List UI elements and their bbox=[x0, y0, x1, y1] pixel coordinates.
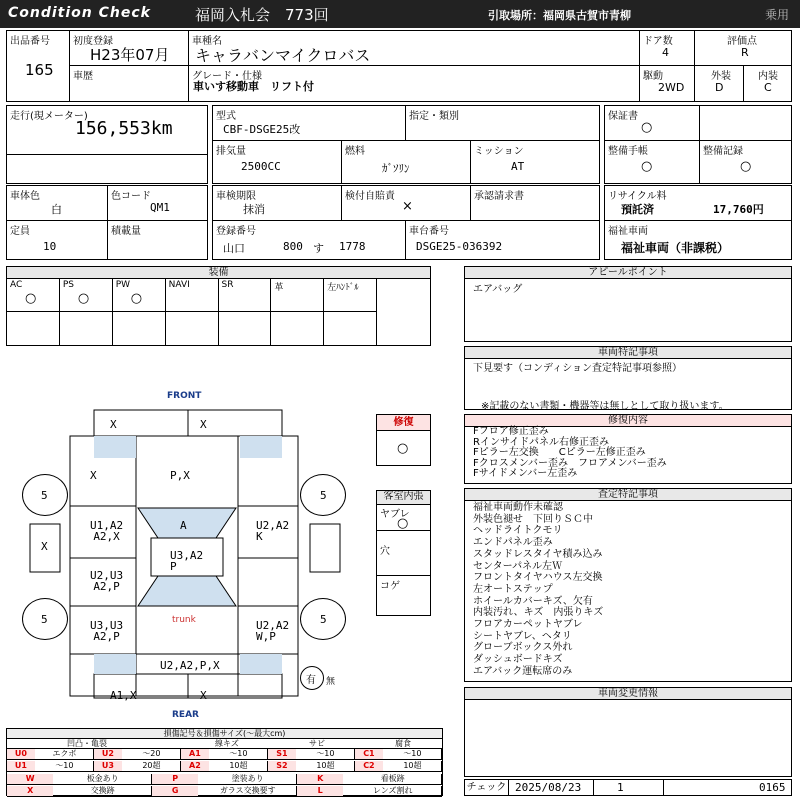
equipment-item bbox=[219, 279, 272, 312]
check-divider bbox=[593, 780, 594, 795]
legend-code: A2 bbox=[181, 761, 209, 771]
equipment-item-label: SR bbox=[221, 280, 234, 290]
note-line: エンドパネル歪み bbox=[473, 537, 553, 549]
mission-cell bbox=[470, 140, 600, 184]
chassis-cell bbox=[405, 220, 600, 260]
exterior-label: 外装 bbox=[711, 71, 731, 82]
record-value: ○ bbox=[740, 159, 752, 174]
sheet-title: Condition Check bbox=[8, 5, 151, 21]
auction-name: 福岡入札会 773回 bbox=[195, 6, 329, 24]
warranty-label: 保証書 bbox=[608, 111, 638, 122]
note-line: Fクロスメンバー歪み フロアメンバー歪み bbox=[473, 457, 667, 469]
first-reg-value: H23年07月 bbox=[90, 46, 170, 64]
mileage-cell bbox=[6, 105, 208, 155]
drive-value: 2WD bbox=[658, 81, 685, 94]
doors-label: ドア数 bbox=[643, 36, 673, 47]
auto-tax-value: × bbox=[402, 199, 413, 214]
note-line: ヘッドライトクモリ bbox=[473, 525, 563, 537]
displacement-cell bbox=[212, 140, 342, 184]
check-footer bbox=[464, 779, 792, 796]
note-line: 左オートステップ bbox=[473, 583, 553, 595]
check-label: チェック bbox=[465, 780, 509, 795]
load-cell bbox=[107, 220, 208, 260]
tire-rr-value: 5 bbox=[320, 613, 327, 626]
history-cell bbox=[69, 65, 189, 102]
cabin-hole-cell bbox=[377, 541, 430, 576]
color-code-label: 色コード bbox=[111, 191, 151, 202]
interior-cell bbox=[743, 65, 792, 102]
rear-label: REAR bbox=[172, 710, 199, 720]
inspection-cell bbox=[212, 185, 342, 221]
fuel-value: ｶﾞｿﾘﾝ bbox=[382, 162, 410, 175]
equipment-item-value: ○ bbox=[130, 291, 143, 306]
score-cell bbox=[694, 30, 792, 66]
note-line: ダッシュボードキズ bbox=[473, 654, 563, 666]
equipment-item-value: ○ bbox=[25, 291, 37, 306]
repair-box bbox=[376, 414, 431, 466]
appeal-section bbox=[464, 266, 792, 342]
cabin-section bbox=[376, 490, 431, 616]
cabin-tear-value: ○ bbox=[397, 516, 409, 531]
quarter-right: U2,A2 W,P bbox=[256, 619, 290, 643]
legend-entry bbox=[297, 786, 442, 797]
load-label: 積載量 bbox=[111, 226, 141, 237]
legend-desc: レンズ割れ bbox=[372, 785, 413, 795]
door-rear-left: U2,U3 A2,P bbox=[90, 569, 124, 593]
legend-title: 損傷記号＆損傷サイズ(〜最大cm) bbox=[7, 729, 442, 739]
grade-value: 車いす移動車 リフト付 bbox=[193, 80, 314, 93]
front-bumper-left: X bbox=[110, 418, 117, 431]
header-bar bbox=[0, 0, 800, 28]
windshield-glass bbox=[138, 508, 236, 538]
cabin-tear-label: ヤブレ bbox=[380, 509, 410, 520]
note-line: シートヤブレ、ヘタリ bbox=[473, 630, 572, 642]
repair-content-title: 修復内容 bbox=[465, 415, 791, 427]
legend-code: S2 bbox=[268, 761, 296, 771]
legend-desc: 〜10 bbox=[229, 749, 248, 758]
first-reg-label: 初度登録 bbox=[73, 36, 113, 47]
special-notes-section bbox=[464, 346, 792, 410]
change-info-section bbox=[464, 687, 792, 777]
equipment-blank-cell bbox=[7, 312, 60, 345]
legend-code: A1 bbox=[181, 749, 209, 759]
legend-code: S1 bbox=[268, 749, 296, 759]
record-label: 整備記録 bbox=[703, 146, 743, 157]
lot-cell bbox=[6, 30, 70, 102]
record-cell bbox=[699, 140, 792, 184]
note-line: 外装色褪せ 下回りＳＣ中 bbox=[473, 513, 593, 525]
interior-label: 内装 bbox=[758, 71, 778, 82]
fuel-cell bbox=[341, 140, 471, 184]
legend-entry bbox=[94, 761, 181, 772]
windshield-label: A bbox=[180, 519, 187, 532]
reg-kana: す bbox=[313, 242, 324, 255]
history-label: 車歴 bbox=[73, 71, 93, 82]
legend-entry bbox=[181, 761, 268, 772]
capacity-cell bbox=[6, 220, 108, 260]
repair-content-section bbox=[464, 414, 792, 484]
auto-tax-cell bbox=[341, 185, 471, 221]
legend-desc: 板金あり bbox=[86, 774, 119, 783]
equipment-blank-cell bbox=[219, 312, 272, 345]
cabin-burn-cell bbox=[377, 576, 430, 615]
equipment-item-label: NAVI bbox=[168, 280, 190, 290]
note-line: エアバック運転席のみ bbox=[473, 665, 573, 677]
special-line1: 下見要す（コンディション査定特記事項参照） bbox=[473, 363, 682, 374]
legend-desc: 看板跡 bbox=[380, 774, 405, 783]
legend-entry bbox=[7, 774, 152, 785]
equipment-title: 装備 bbox=[7, 267, 430, 279]
displacement-value: 2500CC bbox=[241, 160, 281, 173]
note-line: スタッドレスタイヤ積み込み bbox=[473, 548, 603, 560]
welfare-label: 福祉車両 bbox=[608, 226, 648, 237]
legend-code: U1 bbox=[7, 761, 35, 771]
door-front-right: U2,A2 K bbox=[256, 519, 290, 543]
welfare-value: 福祉車両（非課税） bbox=[621, 241, 730, 255]
designation-cell bbox=[405, 105, 600, 141]
note-line: Fサイドメンバー左歪み bbox=[473, 468, 578, 479]
equipment-item-value: ○ bbox=[77, 291, 90, 306]
legend-code: P bbox=[152, 774, 198, 784]
equipment-item-label: PS bbox=[62, 280, 75, 290]
first-reg-cell bbox=[69, 30, 189, 66]
legend-entry bbox=[181, 749, 268, 760]
change-info-title: 車両変更情報 bbox=[465, 688, 791, 700]
cabin-burn-label: コゲ bbox=[380, 581, 400, 592]
drive-cell bbox=[639, 65, 695, 102]
rear-glass bbox=[138, 576, 236, 606]
equipment-blank-cell bbox=[60, 312, 113, 345]
warranty-value: ○ bbox=[641, 120, 653, 135]
appeal-title: アピールポイント bbox=[465, 267, 791, 279]
assessment-lines bbox=[473, 502, 603, 678]
legend-code: W bbox=[7, 774, 53, 784]
manual-label: 整備手帳 bbox=[608, 146, 648, 157]
legend-desc: 塗装あり bbox=[231, 774, 264, 783]
legend-desc: 交換跡 bbox=[90, 785, 115, 795]
equipment-item bbox=[166, 279, 219, 312]
auto-tax-label: 検付自賠責 bbox=[345, 191, 395, 202]
equipment-item bbox=[324, 279, 377, 312]
welfare-cell bbox=[604, 220, 792, 260]
color-cell bbox=[6, 185, 108, 221]
legend-desc: 10超 bbox=[316, 760, 335, 770]
spare-none: 無 bbox=[326, 677, 336, 687]
roof: U3,A2 P bbox=[170, 549, 204, 573]
mirror-left: X bbox=[41, 540, 48, 553]
approval-cell bbox=[470, 185, 600, 221]
mileage-label: 走行(現メーター) bbox=[10, 111, 88, 122]
lot-number: 165 bbox=[25, 61, 54, 79]
chassis-value: DSGE25-036392 bbox=[416, 240, 503, 253]
legend-desc: ガラス交換要す bbox=[219, 785, 276, 795]
fender-left: X bbox=[90, 469, 97, 482]
door-rear-left-2: U3,U3 A2,P bbox=[90, 619, 124, 643]
check-code: 0165 bbox=[759, 781, 786, 794]
approval-label: 承認請求書 bbox=[474, 191, 524, 202]
note-line: グローブボックス外れ bbox=[473, 642, 573, 654]
model-name: キャラバンマイクロバス bbox=[195, 46, 371, 65]
legend-code: L bbox=[297, 786, 343, 796]
legend-section bbox=[6, 728, 443, 796]
model-code-cell bbox=[212, 105, 406, 141]
color-code-cell bbox=[107, 185, 208, 221]
recycle-label: リサイクル料 bbox=[608, 191, 667, 202]
manual-value: ○ bbox=[641, 159, 653, 174]
legend-desc: 20超 bbox=[142, 760, 161, 770]
mission-label: ミッション bbox=[474, 146, 524, 157]
legend-entry bbox=[94, 749, 181, 760]
score-label: 評価点 bbox=[727, 36, 757, 47]
warranty-cell bbox=[604, 105, 700, 141]
vehicle-class: 乗用 bbox=[765, 8, 790, 22]
inspection-label: 車検期限 bbox=[216, 191, 256, 202]
name-label: 車種名 bbox=[192, 36, 222, 47]
rear-bumper-right: X bbox=[200, 689, 207, 702]
color-code-value: QM1 bbox=[150, 201, 170, 214]
lot-label: 出品番号 bbox=[10, 36, 50, 47]
legend-code: K bbox=[297, 774, 343, 784]
legend-entry bbox=[268, 761, 355, 772]
hood: P,X bbox=[170, 469, 190, 482]
equipment-item-label: PW bbox=[115, 280, 131, 290]
recycle-cell bbox=[604, 185, 792, 221]
grade-cell bbox=[188, 65, 640, 102]
legend-desc: 〜10 bbox=[403, 749, 422, 758]
chassis-label: 車台番号 bbox=[409, 226, 449, 237]
legend-entry bbox=[268, 749, 355, 760]
note-line: Fピラー左交換 Cピラー左修正歪み bbox=[473, 447, 646, 458]
reg-no-cell bbox=[212, 220, 406, 260]
reg-no-label: 登録番号 bbox=[216, 226, 256, 237]
trunk-label: trunk bbox=[172, 615, 196, 625]
note-line: Fフロア修正歪み bbox=[473, 426, 549, 437]
rear-bumper-left: A1,X bbox=[110, 689, 137, 702]
assessment-title: 査定特記事項 bbox=[465, 489, 791, 501]
manual-cell bbox=[604, 140, 700, 184]
equipment-item-label: 左ﾊﾝﾄﾞﾙ bbox=[327, 283, 359, 293]
tire-fl-value: 5 bbox=[41, 489, 48, 502]
mileage-extra-cell bbox=[6, 154, 208, 184]
grade-label: グレード・仕様 bbox=[192, 71, 262, 82]
repair-box-value: ○ bbox=[397, 441, 409, 456]
legend-entry bbox=[152, 786, 297, 797]
legend-code: C2 bbox=[355, 761, 383, 771]
spare-mark: 有 bbox=[306, 675, 316, 686]
equipment-blank-cell bbox=[166, 312, 219, 345]
equipment-blank-cell bbox=[271, 312, 324, 345]
legend-code: U3 bbox=[94, 761, 122, 771]
cabin-hole-label: 穴 bbox=[380, 546, 390, 557]
front-bumper-right: X bbox=[200, 418, 207, 431]
tire-rl-value: 5 bbox=[41, 613, 48, 626]
note-line: 内装汚れ、キズ 内張りキズ bbox=[473, 607, 604, 619]
legend-entry bbox=[152, 774, 297, 785]
capacity-value: 10 bbox=[43, 240, 57, 253]
pickup-location: 引取場所：福岡県古賀市青柳 bbox=[488, 9, 631, 22]
recycle-status: 預託済 bbox=[621, 203, 654, 216]
interior-value: C bbox=[764, 81, 772, 94]
displacement-label: 排気量 bbox=[216, 146, 246, 157]
legend-code: U0 bbox=[7, 749, 35, 759]
legend-h1: 凹凸・亀裂 bbox=[67, 739, 107, 748]
model-name-cell bbox=[188, 30, 640, 66]
repair-lines bbox=[473, 427, 667, 480]
note-line: センターパネル左Ｗ bbox=[473, 560, 563, 572]
warranty-extra-cell bbox=[699, 105, 792, 141]
mileage-value: 156,553km bbox=[75, 118, 173, 139]
legend-desc: 〜10 bbox=[316, 749, 335, 758]
legend-code: U2 bbox=[94, 749, 122, 759]
legend-h3: サビ bbox=[309, 739, 325, 748]
tire-fr-value: 5 bbox=[320, 489, 327, 502]
legend-desc: エクボ bbox=[52, 749, 77, 758]
reg-num: 1778 bbox=[339, 240, 366, 253]
note-line: Rインサイドパネル右修正歪み bbox=[473, 436, 610, 448]
check-date: 2025/08/23 bbox=[515, 781, 582, 794]
color-label: 車体色 bbox=[10, 191, 40, 202]
legend-desc: 〜20 bbox=[142, 749, 161, 758]
model-code-value: CBF-DSGE25改 bbox=[223, 123, 301, 136]
recycle-fee: 17,760円 bbox=[713, 203, 764, 216]
vehicle-diagram bbox=[10, 388, 370, 720]
legend-entry bbox=[7, 761, 94, 772]
legend-entry bbox=[355, 749, 442, 760]
legend-entry bbox=[7, 786, 152, 797]
legend-entry bbox=[355, 761, 442, 772]
check-number: 1 bbox=[617, 781, 624, 794]
appeal-text: エアバッグ bbox=[473, 284, 523, 295]
legend-desc: 10超 bbox=[403, 760, 422, 770]
cabin-tear-cell bbox=[377, 504, 430, 531]
legend-code: C1 bbox=[355, 749, 383, 759]
legend-code: G bbox=[152, 786, 198, 796]
front-label: FRONT bbox=[167, 391, 202, 401]
cabin-title: 客室内張 bbox=[377, 491, 430, 505]
model-code-label: 型式 bbox=[216, 111, 236, 122]
designation-label: 指定・類別 bbox=[409, 111, 459, 122]
note-line: 福祉車両動作未確認 bbox=[473, 502, 563, 513]
legend-entry bbox=[7, 749, 94, 760]
mission-value: AT bbox=[511, 160, 525, 173]
legend-desc: 〜10 bbox=[55, 760, 74, 770]
doors-cell bbox=[639, 30, 695, 66]
equipment-grid bbox=[7, 279, 430, 345]
reg-area: 山口 bbox=[223, 242, 245, 255]
legend-headers bbox=[7, 739, 442, 749]
equipment-item bbox=[60, 279, 113, 312]
color-value: 白 bbox=[51, 203, 62, 216]
inspection-value: 抹消 bbox=[243, 203, 265, 216]
exterior-cell bbox=[694, 65, 744, 102]
capacity-label: 定員 bbox=[10, 226, 30, 237]
repair-box-title: 修復 bbox=[377, 415, 430, 431]
fuel-label: 燃料 bbox=[345, 146, 365, 157]
check-divider-2 bbox=[663, 780, 664, 795]
equipment-item-label: 革 bbox=[274, 283, 284, 293]
reg-class: 800 bbox=[283, 240, 303, 253]
equipment-item-label: AC bbox=[10, 280, 23, 290]
legend-rows bbox=[7, 749, 442, 795]
legend-entry bbox=[297, 774, 442, 785]
equipment-blank-cell bbox=[113, 312, 166, 345]
legend-code: X bbox=[7, 786, 53, 796]
note-line: フロアカーペットヤブレ bbox=[473, 619, 583, 631]
legend-desc: 10超 bbox=[229, 760, 248, 770]
equipment-item bbox=[7, 279, 60, 312]
note-line: ホイールカバーキズ、欠有 bbox=[473, 595, 593, 607]
rear-panel: U2,A2,P,X bbox=[160, 659, 220, 672]
doors-value: 4 bbox=[662, 46, 669, 59]
drive-label: 駆動 bbox=[643, 71, 663, 82]
special-title: 車両特記事項 bbox=[465, 347, 791, 359]
score-value: R bbox=[741, 46, 749, 59]
equipment-blank-cell bbox=[324, 312, 377, 345]
door-front-left: U1,A2 A2,X bbox=[90, 519, 124, 543]
special-line2: ※記載のない書類・機器等は無しとして取り扱います。 bbox=[481, 401, 729, 412]
equipment-section bbox=[6, 266, 431, 346]
assessment-section bbox=[464, 488, 792, 682]
legend-h2: 線キズ bbox=[215, 739, 239, 748]
exterior-value: D bbox=[715, 81, 724, 94]
legend-h4: 腐食 bbox=[395, 739, 411, 748]
equipment-item bbox=[271, 279, 324, 312]
note-line: フロントタイヤハウス左交換 bbox=[473, 572, 603, 584]
equipment-item bbox=[113, 279, 166, 312]
